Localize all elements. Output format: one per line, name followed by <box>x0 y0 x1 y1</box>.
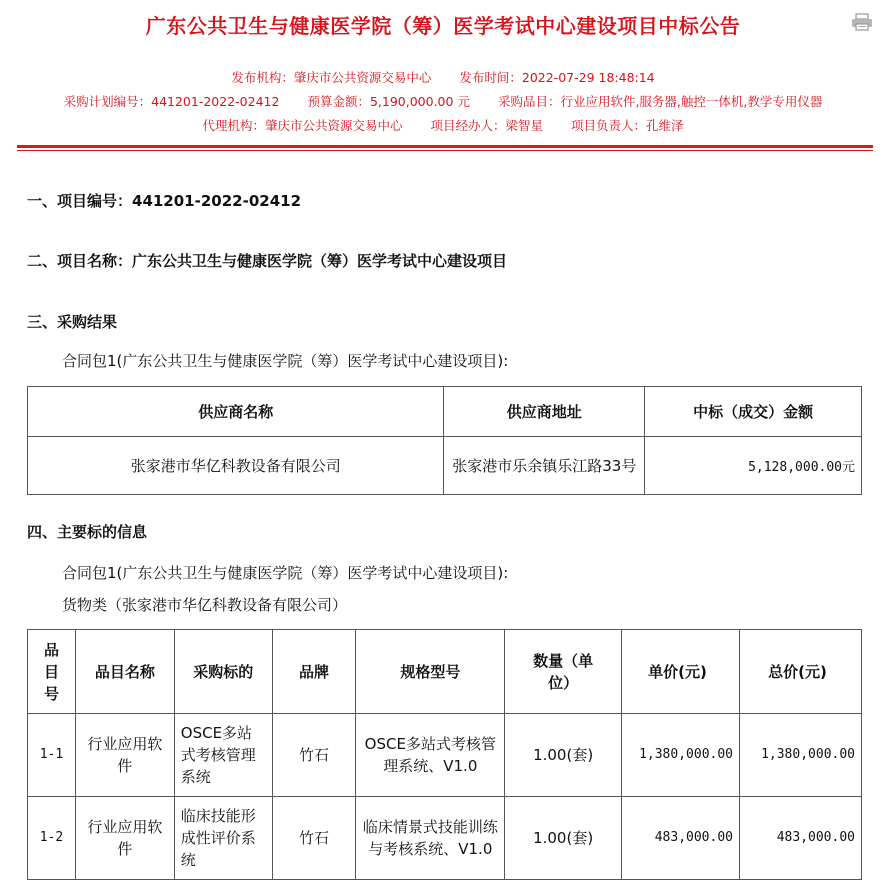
meta-row-3 <box>0 116 886 134</box>
col-item-name: 品目名称 <box>75 630 174 714</box>
col-supplier-name: 供应商名称 <box>28 387 444 437</box>
divider-thin <box>17 150 873 151</box>
item-unit-price: 483,000.00 <box>622 797 740 880</box>
col-quantity: 数量（单位） <box>505 630 622 714</box>
items-table <box>27 629 862 880</box>
result-table <box>27 386 862 495</box>
meta-handler: 项目经办人：梁智星 <box>430 118 543 133</box>
item-model: 临床情景式技能训练与考核系统、V1.0 <box>356 797 505 880</box>
page-title: 广东公共卫生与健康医学院（筹）医学考试中心建设项目中标公告 <box>145 14 741 38</box>
item-quantity: 1.00(套) <box>505 797 622 880</box>
item-model: OSCE多站式考核管理系统、V1.0 <box>356 714 505 797</box>
section-project-name: 二、项目名称：广东公共卫生与健康医学院（筹）医学考试中心建设项目 <box>27 252 508 270</box>
item-total-price: 483,000.00 <box>740 797 862 880</box>
section-procurement-result: 三、采购结果 <box>27 313 118 331</box>
item-no: 1-2 <box>28 797 76 880</box>
col-supplier-address: 供应商地址 <box>444 387 645 437</box>
table-header-row <box>28 630 862 714</box>
divider-thick <box>17 145 873 148</box>
print-icon[interactable] <box>851 13 873 31</box>
item-total-price: 1,380,000.00 <box>740 714 862 797</box>
meta-plan-no: 采购计划编号：441201-2022-02412 <box>63 94 280 109</box>
col-brand: 品牌 <box>272 630 356 714</box>
col-unit-price: 单价(元) <box>622 630 740 714</box>
meta-agency: 代理机构：肇庆市公共资源交易中心 <box>202 118 403 133</box>
table-row <box>28 797 862 880</box>
meta-budget: 预算金额：5,190,000.00 元 <box>307 94 470 109</box>
item-brand: 竹石 <box>272 714 356 797</box>
meta-row-2 <box>0 92 886 110</box>
meta-publish-time: 发布时间：2022-07-29 18:48:14 <box>459 70 655 85</box>
items-package-label: 合同包1(广东公共卫生与健康医学院（筹）医学考试中心建设项目): <box>62 564 509 582</box>
col-total-price: 总价(元) <box>740 630 862 714</box>
meta-row-1 <box>0 68 886 86</box>
section-project-number: 一、项目编号：441201-2022-02412 <box>27 192 302 210</box>
col-subject: 采购标的 <box>174 630 272 714</box>
col-amount: 中标（成交）金额 <box>645 387 862 437</box>
item-unit-price: 1,380,000.00 <box>622 714 740 797</box>
table-row <box>28 437 862 495</box>
meta-items: 采购品目：行业应用软件,服务器,触控一体机,教学专用仪器 <box>497 94 823 109</box>
item-brand: 竹石 <box>272 797 356 880</box>
col-item-no: 品目号 <box>28 630 76 714</box>
table-header-row <box>28 387 862 437</box>
items-category-label: 货物类（张家港市华亿科教设备有限公司） <box>62 596 348 614</box>
supplier-address: 张家港市乐余镇乐江路33号 <box>444 437 645 495</box>
meta-publisher: 发布机构：肇庆市公共资源交易中心 <box>231 70 432 85</box>
result-package-label: 合同包1(广东公共卫生与健康医学院（筹）医学考试中心建设项目): <box>62 352 509 370</box>
supplier-name: 张家港市华亿科教设备有限公司 <box>28 437 444 495</box>
table-row <box>28 714 862 797</box>
item-quantity: 1.00(套) <box>505 714 622 797</box>
meta-leader: 项目负责人：孔维泽 <box>571 118 684 133</box>
item-subject: 临床技能形成性评价系统 <box>174 797 272 880</box>
item-no: 1-1 <box>28 714 76 797</box>
bid-amount: 5,128,000.00元 <box>645 437 862 495</box>
item-category: 行业应用软件 <box>75 714 174 797</box>
item-subject: OSCE多站式考核管理系统 <box>174 714 272 797</box>
item-category: 行业应用软件 <box>75 797 174 880</box>
col-model: 规格型号 <box>356 630 505 714</box>
section-main-items: 四、主要标的信息 <box>27 523 148 541</box>
